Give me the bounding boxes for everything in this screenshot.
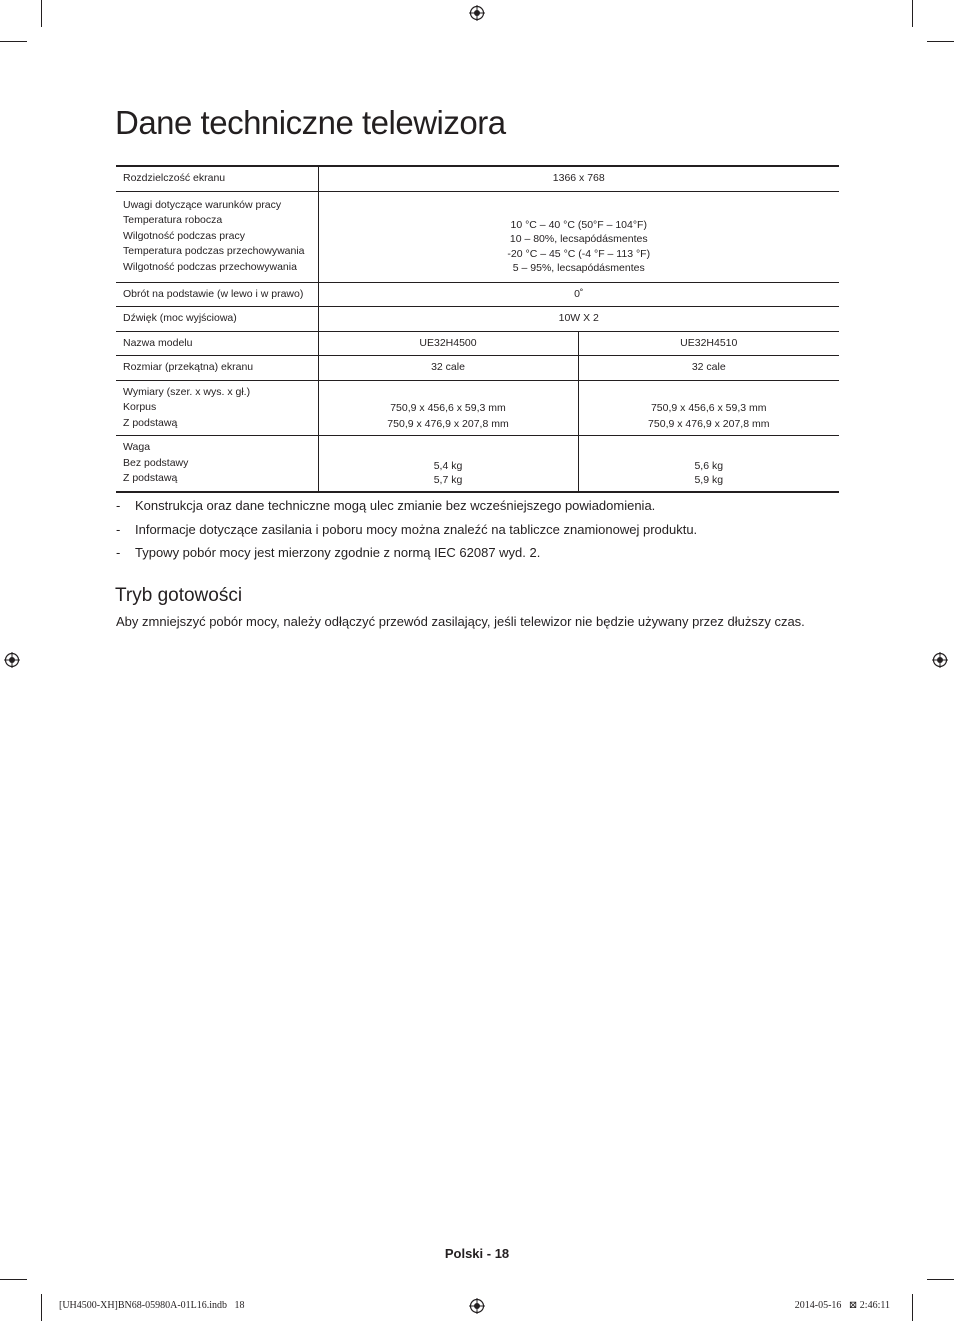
table-row (116, 356, 839, 381)
spec-label: Nazwa modelu (116, 331, 318, 356)
crop-mark (0, 1279, 27, 1280)
table-row (116, 331, 839, 356)
page-number: Polski - 18 (444, 1246, 510, 1261)
print-slug-date: 2014-05-16 ⊠ 2:46:11 (794, 1300, 890, 1311)
registration-mark-icon (932, 652, 948, 668)
list-item (116, 498, 697, 522)
spec-value: 5,4 kg 5,7 kg (318, 436, 578, 492)
crop-mark (912, 1294, 913, 1321)
spec-value: UE32H4500 (318, 331, 578, 356)
spec-value: UE32H4510 (578, 331, 839, 356)
note-text: Typowy pobór mocy jest mierzony zgodnie z normą IEC 62087 wyd. 2. (135, 545, 541, 560)
table-row (116, 436, 839, 492)
crop-mark (927, 1279, 954, 1280)
registration-mark-icon (469, 5, 485, 21)
section-text: Aby zmniejszyć pobór mocy, należy odłączyć przewód zasilający, jeśli telewizor nie będzie używany przez dłuższy czas. (116, 614, 805, 629)
section-heading: Tryb gotowości (115, 585, 243, 606)
spec-label: Obrót na podstawie (w lewo i w prawo) (116, 282, 318, 307)
table-row (116, 166, 839, 191)
spec-label: Dźwięk (moc wyjściowa) (116, 307, 318, 332)
bullet-dash: - (116, 545, 121, 560)
spec-value: 32 cale (318, 356, 578, 381)
spec-value: 1366 x 768 (318, 166, 839, 191)
crop-mark (41, 1294, 42, 1321)
page-title: Dane techniczne telewizora (115, 104, 506, 141)
crop-mark (927, 41, 954, 42)
spec-value: 10 °C – 40 °C (50°F – 104°F) 10 – 80%, lecsapódásmentes -20 °C – 45 °C (-4 °F – 113 °F) 5 – 95%, lecsapódásmentes (318, 191, 839, 282)
spec-label: Wymiary (szer. x wys. x gł.) Korpus Z podstawą (116, 380, 318, 436)
spec-label: Uwagi dotyczące warunków pracy Temperatura robocza Wilgotność podczas pracy Temperatura podczas przechowywania Wilgotność podczas przechowywania (116, 191, 318, 282)
crop-mark (41, 0, 42, 27)
registration-mark-icon (469, 1298, 485, 1314)
note-text: Konstrukcja oraz dane techniczne mogą ulec zmianie bez wcześniejszego powiadomienia. (135, 498, 656, 513)
crop-mark (912, 0, 913, 27)
spec-table (116, 165, 839, 493)
note-text: Informacje dotyczące zasilania i poboru mocy można znaleźć na tabliczce znamionowej produktu. (135, 521, 698, 537)
list-item (116, 545, 697, 569)
spec-value: 750,9 x 456,6 x 59,3 mm 750,9 x 476,9 x 207,8 mm (578, 380, 839, 436)
registration-mark-icon (4, 652, 20, 668)
crop-mark (0, 41, 27, 42)
spec-value: 5,6 kg 5,9 kg (578, 436, 839, 492)
spec-label: Rozmiar (przekątna) ekranu (116, 356, 318, 381)
bullet-dash: - (116, 498, 121, 513)
print-slug-file: [UH4500-XH]BN68-05980A-01L16.indb 18 (59, 1300, 245, 1311)
spec-value: 750,9 x 456,6 x 59,3 mm 750,9 x 476,9 x 207,8 mm (318, 380, 578, 436)
table-row (116, 191, 839, 282)
table-row (116, 380, 839, 436)
table-row (116, 307, 839, 332)
table-row (116, 282, 839, 307)
spec-value: 0˚ (318, 282, 839, 307)
bullet-dash: - (116, 521, 121, 537)
spec-value: 32 cale (578, 356, 839, 381)
spec-label: Waga Bez podstawy Z podstawą (116, 436, 318, 492)
spec-label: Rozdzielczość ekranu (123, 172, 226, 184)
list-item (116, 522, 697, 546)
spec-value: 10W X 2 (318, 307, 839, 332)
notes-list (116, 498, 697, 569)
